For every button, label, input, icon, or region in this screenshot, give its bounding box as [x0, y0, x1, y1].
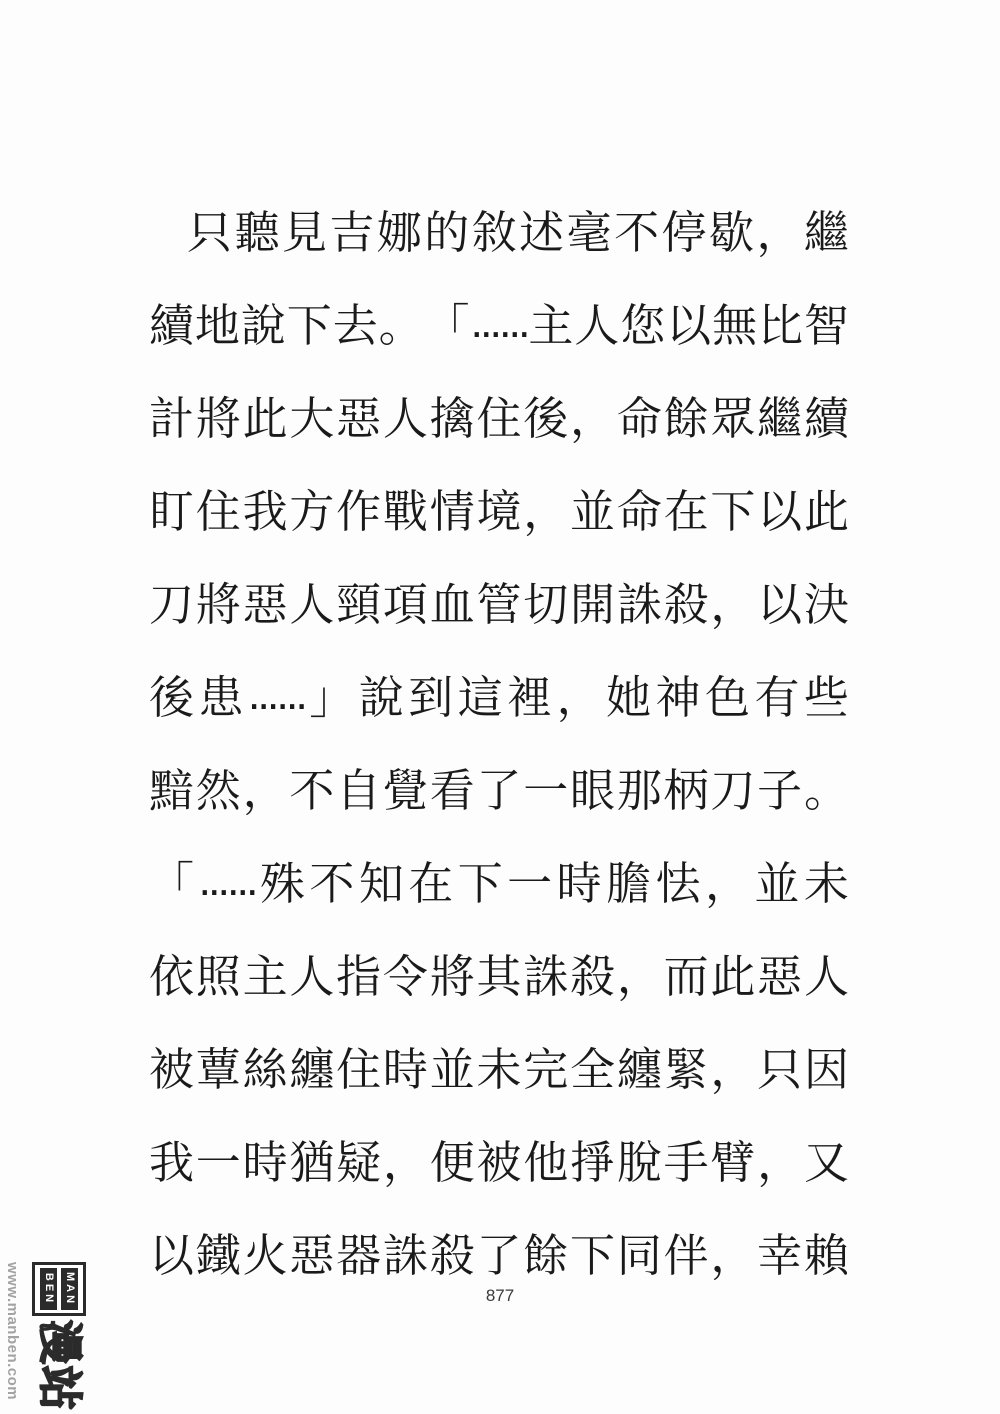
glyph: 鐵: [195, 1230, 241, 1281]
glyph: 殺: [663, 579, 709, 630]
glyph: 不: [614, 207, 660, 258]
logo-characters: 漫站: [35, 1320, 84, 1412]
glyph: 只: [757, 1044, 803, 1095]
glyph: 刀: [710, 765, 756, 816]
glyph: 將: [429, 951, 475, 1002]
glyph: 幸: [757, 1230, 803, 1281]
logo-bar-top: MAN: [61, 1268, 78, 1310]
glyph: 而: [663, 951, 709, 1002]
glyph: 將: [195, 393, 241, 444]
glyph: 以: [757, 486, 803, 537]
glyph: 娜: [376, 207, 422, 258]
glyph: 續: [149, 300, 195, 351]
watermark-url: www.manben.com: [4, 1262, 21, 1401]
glyph: 「: [424, 300, 470, 351]
glyph: 計: [149, 393, 195, 444]
glyph: 說: [240, 300, 286, 351]
glyph: 同: [616, 1230, 662, 1281]
text-line: [149, 647, 849, 740]
glyph: ，: [710, 1230, 756, 1281]
glyph: 裡: [507, 672, 553, 723]
glyph: 疑: [336, 1137, 382, 1188]
glyph: 那: [616, 765, 662, 816]
site-logo: [30, 1262, 88, 1412]
glyph: 切: [523, 579, 569, 630]
glyph: 令: [382, 951, 428, 1002]
glyph: 並: [429, 1044, 475, 1095]
glyph: 這: [457, 672, 503, 723]
glyph: 因: [803, 1044, 849, 1095]
site-logo-icon: [32, 1262, 86, 1316]
glyph: 決: [803, 579, 849, 630]
glyph: 主: [528, 300, 574, 351]
logo-bar-bottom: BEN: [40, 1268, 57, 1310]
glyph: 有: [754, 672, 800, 723]
glyph: 她: [606, 672, 652, 723]
glyph: 柄: [663, 765, 709, 816]
glyph: 項: [382, 579, 428, 630]
glyph: 纏: [289, 1044, 335, 1095]
glyph: 他: [523, 1137, 569, 1188]
text-line: [149, 368, 849, 461]
glyph: 殺: [429, 1230, 475, 1281]
glyph: 子: [757, 765, 803, 816]
glyph: 人: [289, 951, 335, 1002]
glyph: 地: [194, 300, 240, 351]
glyph: 命: [616, 486, 662, 537]
glyph: 後: [149, 672, 195, 723]
glyph: 惡: [242, 579, 288, 630]
glyph: 我: [149, 1137, 195, 1188]
glyph: 刀: [149, 579, 195, 630]
glyph: 全: [570, 1044, 616, 1095]
glyph: 誅: [382, 1230, 428, 1281]
glyph: ，: [710, 1044, 756, 1095]
glyph: 纏: [616, 1044, 662, 1095]
glyph: 去: [332, 300, 378, 351]
glyph: 住: [476, 393, 522, 444]
glyph: ，: [242, 765, 288, 816]
glyph: 一: [523, 765, 569, 816]
glyph: 敘: [471, 207, 517, 258]
glyph: 照: [195, 951, 241, 1002]
glyph: 臂: [710, 1137, 756, 1188]
text-line: [149, 554, 849, 647]
glyph: 了: [476, 765, 522, 816]
glyph: 無: [712, 300, 758, 351]
glyph: 此: [803, 486, 849, 537]
glyph: ，: [570, 393, 616, 444]
glyph: 並: [570, 486, 616, 537]
glyph: 誅: [616, 579, 662, 630]
glyph: 完: [523, 1044, 569, 1095]
glyph: 餘: [523, 1230, 569, 1281]
glyph: 住: [195, 486, 241, 537]
text-line: [149, 1019, 849, 1112]
glyph: 大: [289, 393, 335, 444]
glyph: 人: [289, 579, 335, 630]
glyph: 火: [242, 1230, 288, 1281]
page-number: 877: [485, 1286, 515, 1305]
text-line: [149, 275, 849, 368]
glyph: 時: [382, 1044, 428, 1095]
glyph: ，: [756, 207, 802, 258]
glyph: 方: [289, 486, 335, 537]
glyph: 主: [242, 951, 288, 1002]
glyph: 患: [198, 672, 244, 723]
glyph: 一: [507, 858, 553, 909]
glyph: ，: [616, 951, 662, 1002]
text-line: [149, 461, 849, 554]
glyph: 色: [704, 672, 750, 723]
glyph: 掙: [570, 1137, 616, 1188]
glyph: 」: [309, 672, 355, 723]
glyph: 猶: [289, 1137, 335, 1188]
glyph: 說: [358, 672, 404, 723]
glyph: 盯: [149, 486, 195, 537]
glyph: 下: [457, 858, 503, 909]
glyph: 絲: [242, 1044, 288, 1095]
glyph: 我: [242, 486, 288, 537]
glyph: 然: [195, 765, 241, 816]
glyph: 眼: [570, 765, 616, 816]
glyph: 下: [286, 300, 332, 351]
glyph: 續: [803, 393, 849, 444]
glyph: 蕈: [195, 1044, 241, 1095]
glyph: 誅: [523, 951, 569, 1002]
glyph: 開: [570, 579, 616, 630]
glyph: 覺: [382, 765, 428, 816]
glyph: 賴: [803, 1230, 849, 1281]
glyph: 神: [655, 672, 701, 723]
glyph: 便: [429, 1137, 475, 1188]
glyph: 在: [408, 858, 454, 909]
glyph: 後: [523, 393, 569, 444]
glyph: 一: [195, 1137, 241, 1188]
glyph: 指: [336, 951, 382, 1002]
text-line: [149, 1205, 849, 1298]
glyph: 戰: [382, 486, 428, 537]
glyph: 以: [666, 300, 712, 351]
glyph: 。: [378, 300, 424, 351]
glyph: 將: [195, 579, 241, 630]
glyph: 血: [429, 579, 475, 630]
glyph: 又: [803, 1137, 849, 1188]
glyph: ，: [382, 1137, 428, 1188]
glyph: 自: [336, 765, 382, 816]
glyph: 未: [803, 858, 849, 909]
glyph: 擒: [429, 393, 475, 444]
glyph: 器: [336, 1230, 382, 1281]
glyph: ，: [556, 672, 602, 723]
glyph: 吉: [329, 207, 375, 258]
glyph: 情: [429, 486, 475, 537]
text-line: [149, 1112, 849, 1205]
glyph: 手: [663, 1137, 709, 1188]
glyph: 以: [757, 579, 803, 630]
text-line: [149, 926, 849, 1019]
glyph: 餘: [663, 393, 709, 444]
glyph: 命: [616, 393, 662, 444]
glyph: 管: [476, 579, 522, 630]
glyph: 此: [242, 393, 288, 444]
glyph: 見: [281, 207, 327, 258]
glyph: 脫: [616, 1137, 662, 1188]
glyph: 未: [476, 1044, 522, 1095]
glyph: 到: [408, 672, 454, 723]
glyph: 您: [620, 300, 666, 351]
glyph: 惡: [757, 951, 803, 1002]
glyph: 黯: [149, 765, 195, 816]
text-block: [149, 182, 849, 1298]
glyph: 繼: [757, 393, 803, 444]
glyph: 知: [358, 858, 404, 909]
glyph: 不: [289, 765, 335, 816]
glyph: 此: [710, 951, 756, 1002]
glyph: 述: [519, 207, 565, 258]
glyph: 不: [309, 858, 355, 909]
glyph: 殺: [570, 951, 616, 1002]
glyph: 下: [570, 1230, 616, 1281]
ellipsis: ......: [247, 667, 305, 719]
glyph: 聽: [234, 207, 280, 258]
glyph: 以: [149, 1230, 195, 1281]
glyph: ，: [757, 1137, 803, 1188]
ellipsis: ......: [470, 295, 528, 347]
glyph: 看: [429, 765, 475, 816]
glyph: 惡: [289, 1230, 335, 1281]
glyph: 在: [663, 486, 709, 537]
glyph: 頸: [336, 579, 382, 630]
glyph: 了: [476, 1230, 522, 1281]
glyph: 時: [556, 858, 602, 909]
glyph: ，: [704, 858, 750, 909]
glyph: 智: [803, 300, 849, 351]
glyph: 被: [149, 1044, 195, 1095]
glyph: 的: [424, 207, 470, 258]
text-line: [149, 740, 849, 833]
glyph: 時: [242, 1137, 288, 1188]
glyph: 境: [476, 486, 522, 537]
glyph: 作: [336, 486, 382, 537]
glyph: 下: [710, 486, 756, 537]
glyph: 殊: [259, 858, 305, 909]
glyph: 伴: [663, 1230, 709, 1281]
glyph: ，: [710, 579, 756, 630]
glyph: 毫: [566, 207, 612, 258]
glyph: 被: [476, 1137, 522, 1188]
glyph: 其: [476, 951, 522, 1002]
glyph: 停: [661, 207, 707, 258]
glyph: 些: [803, 672, 849, 723]
glyph: 住: [336, 1044, 382, 1095]
glyph: 並: [754, 858, 800, 909]
glyph: ，: [523, 486, 569, 537]
glyph: 繼: [803, 207, 849, 258]
glyph: 只: [187, 207, 233, 258]
glyph: 人: [382, 393, 428, 444]
glyph: 惡: [336, 393, 382, 444]
glyph: 人: [803, 951, 849, 1002]
glyph: 依: [149, 951, 195, 1002]
glyph: 人: [574, 300, 620, 351]
glyph: 比: [757, 300, 803, 351]
glyph: 怯: [655, 858, 701, 909]
glyph: 眾: [710, 393, 756, 444]
glyph: 膽: [606, 858, 652, 909]
glyph: 「: [149, 858, 195, 909]
site-watermark: [4, 1262, 88, 1412]
ellipsis: ......: [198, 853, 256, 905]
glyph: 歇: [708, 207, 754, 258]
text-line: [149, 182, 849, 275]
glyph: 緊: [663, 1044, 709, 1095]
text-line: [149, 833, 849, 926]
glyph: 。: [803, 765, 849, 816]
